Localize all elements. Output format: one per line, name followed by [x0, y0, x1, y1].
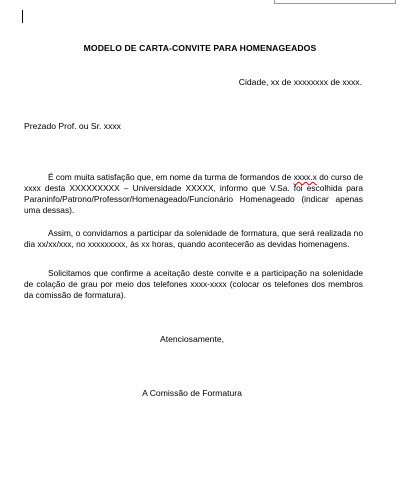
date-line: Cidade, xx de xxxxxxxx de xxxx.	[238, 77, 362, 87]
paragraph-3: Solicitamos que confirme a aceitação deste convite e a participação na solenidade de colação de grau por meio dos telefones xxxx-xxxx (colocar os telefones dos membros da comissão de formatura).	[24, 268, 363, 300]
document-title: MODELO DE CARTA-CONVITE PARA HOMENAGEADOS	[83, 43, 317, 53]
header-tab-label	[279, 0, 285, 1]
text-cursor	[22, 10, 23, 23]
closing: Atenciosamente,	[159, 334, 224, 344]
paragraph-1-end: do curso de xxxx desta XXXXXXXXX – Universidade XXXXX, informo que V.Sa. foi escolhida para Paraninfo/Patrono/Professor/Homenageado/Funcionário Homenageado (indicar apenas uma dessas).	[24, 172, 363, 215]
salutation: Prezado Prof. ou Sr. xxxx	[24, 121, 121, 131]
signature: A Comissão de Formatura	[142, 388, 242, 398]
paragraph-1-start: É com muita satisfação que, em nome da turma de formandos de	[48, 172, 294, 182]
header-tab[interactable]	[274, 0, 396, 4]
paragraph-1	[24, 172, 363, 216]
spellcheck-flagged-word[interactable]: xxxx.x	[293, 172, 317, 182]
paragraph-2: Assim, o convidamos a participar da solenidade de formatura, que será realizada no dia xx/xx/xxx, no xxxxxxxxx, às xx horas, quando acontecerão as devidas homenagens.	[24, 228, 363, 249]
